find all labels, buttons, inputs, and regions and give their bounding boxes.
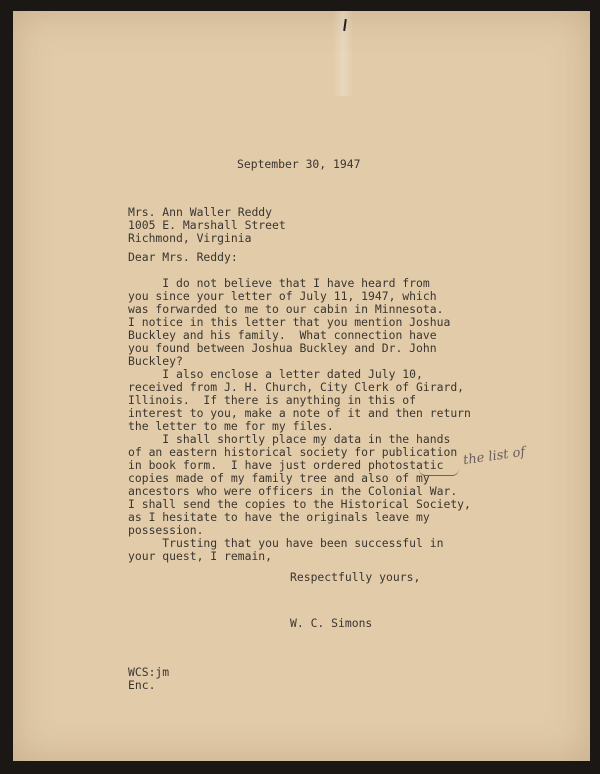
typist-initials: WCS:jm	[128, 665, 170, 679]
paragraph-2	[128, 368, 471, 433]
paragraph-line: you since your letter of July 11, 1947, which	[128, 289, 437, 303]
paragraph-line: I do not believe that I have heard from	[128, 276, 430, 290]
insert-caret-mark	[419, 469, 459, 476]
recipient-address	[128, 206, 286, 245]
paragraph-line: copies made of my family tree and also of my	[128, 471, 430, 485]
address-line: Richmond, Virginia	[128, 231, 252, 245]
paragraph-line: I also enclose a letter dated July 10,	[128, 367, 423, 381]
paragraph-line: the letter to me for my files.	[128, 419, 334, 433]
paragraph-line: Illinois. If there is anything in this of	[128, 393, 417, 407]
paragraph-line: Trusting that you have been successful in	[128, 536, 444, 550]
signature-name: W. C. Simons	[290, 616, 373, 630]
paragraph-line: you found between Joshua Buckley and Dr. John	[128, 341, 437, 355]
paragraph-line: in book form. I have just ordered photostatic	[128, 458, 444, 472]
salutation: Dear Mrs. Reddy:	[128, 250, 238, 264]
paragraph-line: your quest, I remain,	[128, 549, 273, 563]
paragraph-line: interest to you, make a note of it and then return	[128, 406, 471, 420]
paragraph-line: I shall shortly place my data in the hands	[128, 432, 451, 446]
paragraph-1	[128, 277, 450, 368]
closing: Respectfully yours,	[290, 570, 421, 584]
address-line: 1005 E. Marshall Street	[128, 218, 286, 232]
paper-fold-mark	[333, 11, 353, 96]
paragraph-line: received from J. H. Church, City Clerk of Girard,	[128, 380, 465, 394]
paragraph-line: I shall send the copies to the Historical Society,	[128, 497, 471, 511]
paragraph-line: as I hesitate to have the originals leave my	[128, 510, 430, 524]
paragraph-4	[128, 537, 443, 563]
paragraph-line: possession.	[128, 523, 204, 537]
paragraph-line: of an eastern historical society for publication	[128, 445, 458, 459]
paragraph-line: I notice in this letter that you mention Joshua	[128, 315, 451, 329]
paragraph-line: Buckley and his family. What connection have	[128, 328, 437, 342]
paragraph-3	[128, 433, 471, 537]
letter-date: September 30, 1947	[237, 157, 361, 171]
paragraph-line: ancestors who were officers in the Colonial War.	[128, 484, 458, 498]
address-line: Mrs. Ann Waller Reddy	[128, 205, 273, 219]
handwritten-insert-note: the list of	[462, 444, 527, 469]
paragraph-line: was forwarded to me to our cabin in Minnesota.	[128, 302, 444, 316]
letter-page	[13, 11, 590, 761]
paragraph-line: Buckley?	[128, 354, 183, 368]
enclosure-note: Enc.	[128, 678, 156, 692]
